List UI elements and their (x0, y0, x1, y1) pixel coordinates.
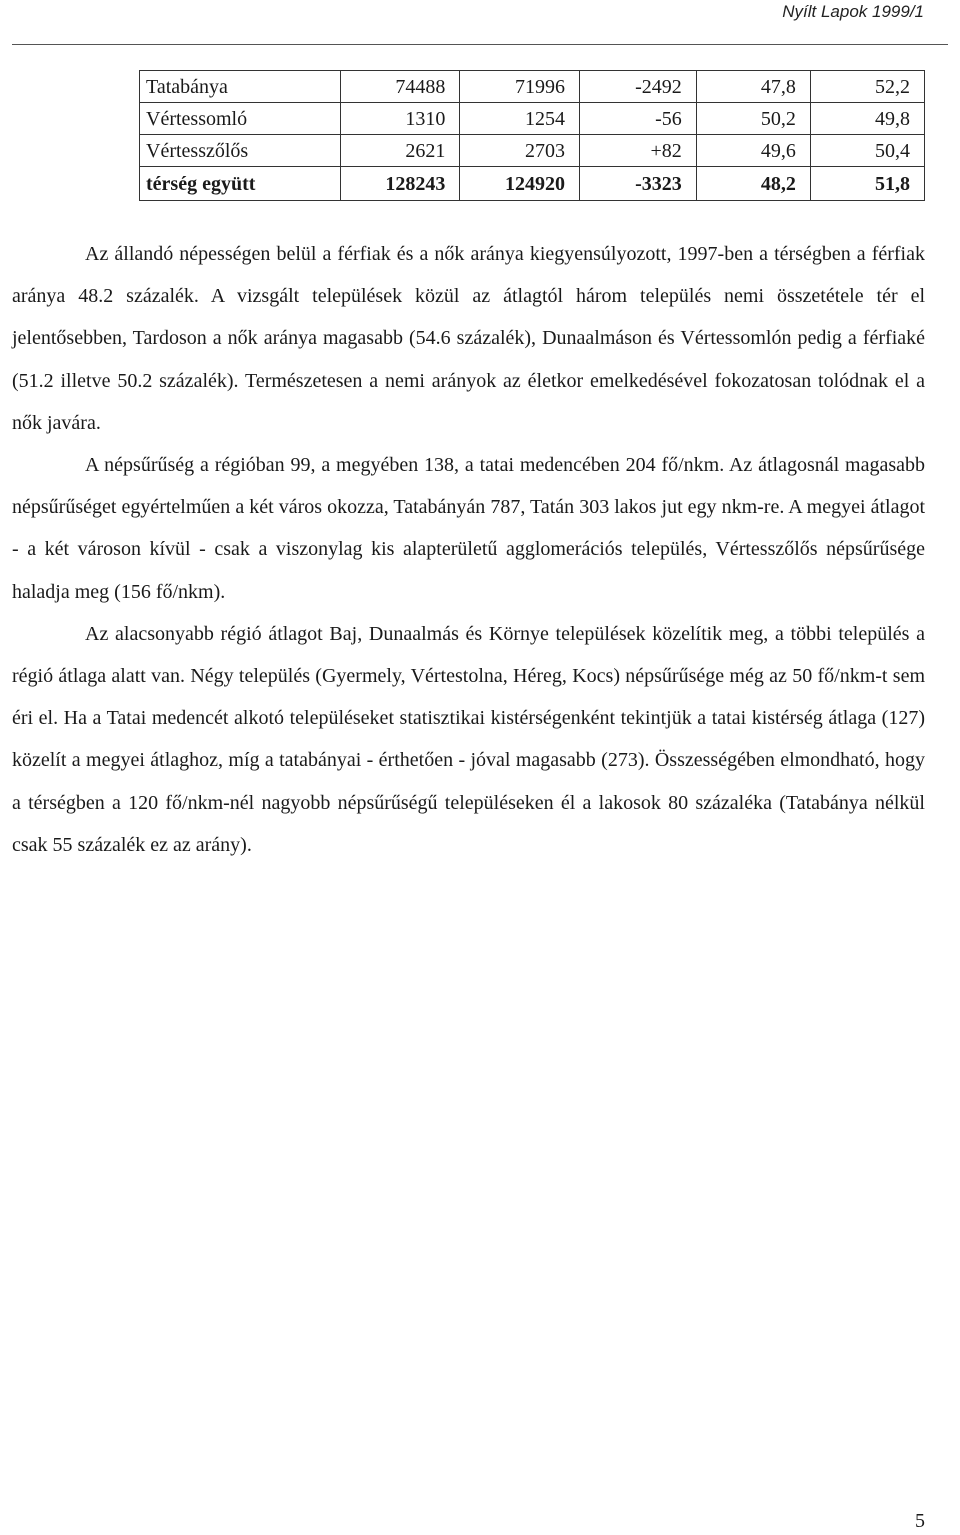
settlement-name: Vértesszőlős (140, 135, 341, 167)
table-cell: 2621 (340, 135, 460, 167)
table-cell: 124920 (460, 167, 580, 201)
table-cell: 47,8 (696, 71, 810, 103)
total-label: térség együtt (140, 167, 341, 201)
settlement-name: Tatabánya (140, 71, 341, 103)
table-cell: 52,2 (810, 71, 924, 103)
table-cell: -2492 (580, 71, 697, 103)
running-header: Nyílt Lapok 1999/1 (782, 2, 924, 21)
table-cell: 74488 (340, 71, 460, 103)
body-text (12, 233, 925, 866)
table-cell: 50,2 (696, 103, 810, 135)
table-row (140, 135, 925, 167)
page-number: 5 (915, 1510, 925, 1532)
paragraph: A népsűrűség a régióban 99, a megyében 138, a tatai medencében 204 fő/nkm. Az átlagosnál magasabb népsűrűséget egyértelműen a két város okozza, Tatabányán 787, Tatán 303 lakos jut egy nkm-re. A megyei átlagot - a két városon kívül - csak a viszonylag kis alapterületű agglomerációs település, Vértesszőlős népsűrűsége haladja meg (156 fő/nkm). (12, 454, 925, 603)
population-table (139, 70, 925, 201)
settlement-name: Vértessomló (140, 103, 341, 135)
paragraph: Az állandó népességen belül a férfiak és a nők aránya kiegyensúlyozott, 1997-ben a térségben a férfiak aránya 48.2 százalék. A vizsgált települések közül az átlagtól három település nemi összetétele tér el jelentősebben, Tardoson a nők aránya magasabb (54.6 százalék), Dunaalmáson és Vértessomlón pedig a férfiaké (51.2 illetve 50.2 százalék). Természetesen a nemi arányok az életkor emelkedésével fokozatosan tolódnak el a nők javára. (12, 243, 925, 434)
table-cell: 49,8 (810, 103, 924, 135)
header-rule (12, 44, 948, 45)
table-cell: 50,4 (810, 135, 924, 167)
table-cell: 2703 (460, 135, 580, 167)
table-cell: 1310 (340, 103, 460, 135)
table-cell: 48,2 (696, 167, 810, 201)
table-cell: 128243 (340, 167, 460, 201)
table-cell: -3323 (580, 167, 697, 201)
table-cell: 51,8 (810, 167, 924, 201)
table-cell: -56 (580, 103, 697, 135)
paragraph: Az alacsonyabb régió átlagot Baj, Dunaalmás és Környe települések közelítik meg, a többi település a régió átlaga alatt van. Négy település (Gyermely, Vértestolna, Héreg, Kocs) népsűrűsége még az 50 fő/nkm-t sem éri el. Ha a Tatai medencét alkotó településeket statisztikai kistérségenként tekintjük a tatai kistérség átlaga (127) közelít a megyei átlaghoz, míg a tatabányai - érthetően - jóval magasabb (273). Összességében elmondható, hogy a térségben a 120 fő/nkm-nél nagyobb népsűrűségű településeken él a lakosok 80 százaléka (Tatabánya nélkül csak 55 százalék ez az arány). (12, 622, 925, 856)
table-cell: 1254 (460, 103, 580, 135)
table-cell: +82 (580, 135, 697, 167)
table-row (140, 71, 925, 103)
table-cell: 49,6 (696, 135, 810, 167)
table-row (140, 103, 925, 135)
table-cell: 71996 (460, 71, 580, 103)
table-total-row (140, 167, 925, 201)
